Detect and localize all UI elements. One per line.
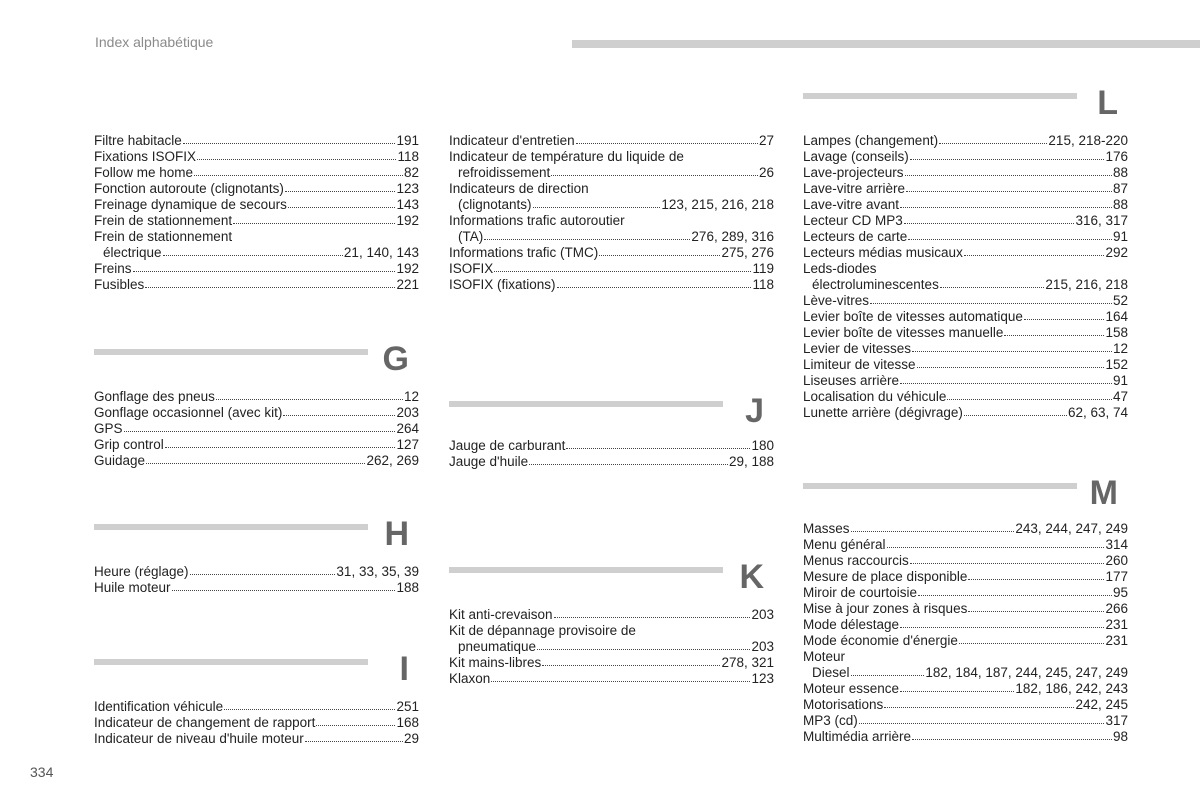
index-entry <box>803 341 1128 357</box>
dot-leader <box>599 251 720 256</box>
index-entry-pages: 176 <box>1105 149 1128 164</box>
index-entry-label: Grip control <box>94 437 164 452</box>
dot-leader <box>285 187 396 192</box>
index-entry-label: Lave-vitre avant <box>803 197 900 212</box>
index-entry-pages: 27 <box>758 133 774 148</box>
dot-leader <box>947 395 1112 400</box>
index-entry <box>449 607 774 623</box>
index-entry-label: Levier de vitesses <box>803 341 912 356</box>
index-entry-pages: 276, 289, 316 <box>691 229 774 244</box>
index-entry-pages: 251 <box>396 699 419 714</box>
index-entry-label: Jauge de carburant <box>449 438 566 453</box>
dot-leader <box>529 460 728 465</box>
dot-leader <box>576 139 758 144</box>
index-entry-label: Heure (réglage) <box>94 564 189 579</box>
dot-leader <box>884 703 1074 708</box>
index-entry-label: Lecteurs médias musicaux <box>803 245 963 260</box>
index-entry-list <box>803 521 1128 745</box>
index-entry <box>449 181 774 197</box>
index-entry <box>94 181 419 197</box>
index-entry <box>803 165 1128 181</box>
section-divider <box>94 524 368 530</box>
index-entry-pages: 127 <box>396 437 419 452</box>
dot-leader <box>940 283 1045 288</box>
index-entry <box>94 197 419 213</box>
index-entry-pages: 118 <box>752 277 774 292</box>
index-entry <box>94 213 419 229</box>
index-entry-pages: 316, 317 <box>1075 213 1128 228</box>
index-entry-label: Menu général <box>803 537 886 552</box>
index-entry-pages: 292 <box>1105 245 1128 260</box>
index-entry <box>94 421 419 437</box>
index-entry-label: ISOFIX (fixations) <box>449 277 556 292</box>
index-entry-pages: 52 <box>1112 293 1128 308</box>
section-letter: J <box>745 392 764 430</box>
index-entry <box>94 149 419 165</box>
index-entry-label: Huile moteur <box>94 580 171 595</box>
index-entry-pages: 87 <box>1112 181 1128 196</box>
index-entry <box>449 454 774 470</box>
dot-leader <box>146 459 365 464</box>
section-letter: H <box>384 515 409 553</box>
index-entry <box>94 437 419 453</box>
index-entry <box>803 293 1128 309</box>
index-entry-label: Limiteur de vitesse <box>803 357 916 372</box>
index-entry-pages: 188 <box>396 580 419 595</box>
index-entry <box>803 697 1128 713</box>
index-entry <box>94 731 419 747</box>
index-entry <box>94 453 419 469</box>
dot-leader <box>904 219 1075 224</box>
dot-leader <box>859 719 1105 724</box>
index-entry <box>449 639 774 655</box>
dot-leader <box>964 251 1105 256</box>
index-entry <box>803 537 1128 553</box>
index-entry <box>94 261 419 277</box>
index-entry-pages: 158 <box>1105 325 1128 340</box>
index-entry <box>803 197 1128 213</box>
index-entry-pages: 29, 188 <box>728 454 774 469</box>
section-letter: G <box>382 340 409 378</box>
index-entry-label: Filtre habitacle <box>94 133 182 148</box>
index-entry-pages: 192 <box>396 213 419 228</box>
index-entry <box>803 521 1128 537</box>
index-entry-label: refroidissement <box>458 165 551 180</box>
index-entry-label: Lecteurs de carte <box>803 229 908 244</box>
index-entry-label: Lecteur CD MP3 <box>803 213 903 228</box>
dot-leader <box>163 251 343 256</box>
index-entry-label: MP3 (cd) <box>803 713 858 728</box>
index-entry-label: Masses <box>803 521 850 536</box>
index-entry-label: Lève-vitres <box>803 293 870 308</box>
dot-leader <box>900 687 1014 692</box>
index-entry-pages: 119 <box>752 261 774 276</box>
dot-leader <box>905 171 1112 176</box>
index-entry-pages: 47 <box>1112 389 1128 404</box>
index-entry <box>449 229 774 245</box>
index-entry <box>803 617 1128 633</box>
dot-leader <box>851 671 925 676</box>
index-entry-pages: 231 <box>1105 617 1128 632</box>
dot-leader <box>910 559 1105 564</box>
index-entry-pages: 91 <box>1112 373 1128 388</box>
index-entry <box>94 165 419 181</box>
index-entry <box>803 181 1128 197</box>
index-entry <box>94 277 419 293</box>
index-entry <box>94 133 419 149</box>
index-entry-label: Indicateur de changement de rapport <box>94 715 316 730</box>
index-entry <box>803 149 1128 165</box>
index-entry-pages: 182, 186, 242, 243 <box>1015 681 1128 696</box>
index-entry-pages: 242, 245 <box>1075 697 1128 712</box>
index-entry-pages: 266 <box>1105 601 1128 616</box>
index-column-1 <box>94 0 419 800</box>
page-number: 334 <box>30 764 54 780</box>
index-entry-label: électrique <box>103 245 162 260</box>
dot-leader <box>224 705 395 710</box>
index-entry <box>449 165 774 181</box>
dot-leader <box>964 411 1067 416</box>
index-entry <box>803 357 1128 373</box>
dot-leader <box>197 155 396 160</box>
index-entry <box>449 197 774 213</box>
index-entry-pages: 82 <box>403 165 419 180</box>
dot-leader <box>283 411 395 416</box>
index-entry <box>803 325 1128 341</box>
index-entry <box>803 277 1128 293</box>
dot-leader <box>900 203 1112 208</box>
index-entry-label: Levier boîte de vitesses manuelle <box>803 325 1004 340</box>
index-entry-pages: 123 <box>751 671 774 686</box>
section-divider <box>449 567 723 573</box>
index-entry-pages: 21, 140, 143 <box>343 245 419 260</box>
index-entry <box>449 213 774 229</box>
index-entry <box>803 585 1128 601</box>
index-entry <box>94 715 419 731</box>
index-entry-pages: 275, 276 <box>721 245 774 260</box>
index-entry-label: Lave-vitre arrière <box>803 181 906 196</box>
index-entry-label: Moteur essence <box>803 681 900 696</box>
section-letter: L <box>1097 84 1118 122</box>
index-entry-label: Leds-diodes <box>803 261 877 276</box>
index-entry <box>803 133 1128 149</box>
index-entry-pages: 29 <box>403 731 419 746</box>
dot-leader <box>216 395 403 400</box>
index-entry <box>803 261 1128 277</box>
index-entry-label: (clignotants) <box>458 197 532 212</box>
index-entry <box>803 389 1128 405</box>
index-entry-label: Klaxon <box>449 671 491 686</box>
index-entry-label: pneumatique <box>458 639 537 654</box>
index-entry <box>803 713 1128 729</box>
index-entry-label: Kit anti-crevaison <box>449 607 553 622</box>
index-entry <box>449 655 774 671</box>
index-entry-pages: 191 <box>396 133 419 148</box>
index-entry-pages: 260 <box>1105 553 1128 568</box>
index-entry-label: Localisation du véhicule <box>803 389 947 404</box>
index-entry-pages: 152 <box>1105 357 1128 372</box>
index-entry-list <box>449 438 774 470</box>
index-entry-pages: 192 <box>396 261 419 276</box>
index-entry-label: Follow me home <box>94 165 194 180</box>
index-entry-pages: 98 <box>1112 729 1128 744</box>
index-entry-label: Kit mains-libres <box>449 655 542 670</box>
dot-leader <box>542 661 720 666</box>
index-entry <box>803 245 1128 261</box>
index-entry-pages: 180 <box>751 438 774 453</box>
index-entry-label: Mode économie d'énergie <box>803 633 958 648</box>
index-entry-pages: 12 <box>403 389 419 404</box>
dot-leader <box>917 363 1105 368</box>
dot-leader <box>233 219 395 224</box>
index-entry-label: électroluminescentes <box>812 277 939 292</box>
index-entry-label: Mise à jour zones à risques <box>803 601 968 616</box>
index-entry-pages: 164 <box>1105 309 1128 324</box>
dot-leader <box>537 645 750 650</box>
dot-leader <box>316 721 395 726</box>
dot-leader <box>172 586 396 591</box>
index-entry <box>449 623 774 639</box>
dot-leader <box>906 187 1112 192</box>
dot-leader <box>900 379 1112 384</box>
index-entry-label: Indicateur de température du liquide de <box>449 149 684 164</box>
dot-leader <box>288 203 396 208</box>
index-entry-label: Levier boîte de vitesses automatique <box>803 309 1023 324</box>
dot-leader <box>968 575 1104 580</box>
index-entry-label: Jauge d'huile <box>449 454 529 469</box>
dot-leader <box>165 443 396 448</box>
index-entry-label: Gonflage des pneus <box>94 389 215 404</box>
index-entry <box>94 564 419 580</box>
index-entry <box>94 405 419 421</box>
dot-leader <box>939 139 1047 144</box>
index-entry-pages: 182, 184, 187, 244, 245, 247, 249 <box>925 665 1128 680</box>
section-letter: K <box>739 558 764 596</box>
dot-leader <box>1024 315 1105 320</box>
index-column-3 <box>803 0 1128 800</box>
index-entry-label: Fixations ISOFIX <box>94 149 197 164</box>
dot-leader <box>887 543 1105 548</box>
dot-leader <box>918 591 1112 596</box>
index-entry-pages: 317 <box>1105 713 1128 728</box>
index-entry-pages: 231 <box>1105 633 1128 648</box>
index-entry-pages: 62, 63, 74 <box>1067 405 1128 420</box>
index-entry-pages: 88 <box>1112 165 1128 180</box>
index-entry-pages: 118 <box>397 149 419 164</box>
dot-leader <box>566 444 750 449</box>
index-entry-label: Indicateurs de direction <box>449 181 589 196</box>
dot-leader <box>968 607 1104 612</box>
index-entry-label: Lunette arrière (dégivrage) <box>803 405 963 420</box>
index-entry-label: Identification véhicule <box>94 699 224 714</box>
dot-leader <box>305 737 403 742</box>
index-entry-label: GPS <box>94 421 123 436</box>
index-entry <box>449 261 774 277</box>
index-entry-label: Lampes (changement) <box>803 133 939 148</box>
index-entry-pages: 91 <box>1112 229 1128 244</box>
index-entry <box>803 601 1128 617</box>
dot-leader <box>133 267 396 272</box>
index-entry <box>449 671 774 687</box>
index-entry-label: Lave-projecteurs <box>803 165 904 180</box>
dot-leader <box>194 171 403 176</box>
index-entry-label: Freinage dynamique de secours <box>94 197 287 212</box>
index-entry-pages: 95 <box>1112 585 1128 600</box>
index-entry-pages: 88 <box>1112 197 1128 212</box>
index-entry <box>94 245 419 261</box>
index-entry-list <box>449 133 774 293</box>
index-entry-pages: 264 <box>396 421 419 436</box>
index-entry-list <box>94 699 419 747</box>
index-entry-label: Fusibles <box>94 277 145 292</box>
index-entry-label: (TA) <box>458 229 484 244</box>
index-entry-list <box>94 389 419 469</box>
index-entry-pages: 215, 218-220 <box>1048 133 1128 148</box>
index-entry-label: Motorisations <box>803 697 884 712</box>
index-entry-pages: 278, 321 <box>721 655 774 670</box>
index-entry-pages: 243, 244, 247, 249 <box>1015 521 1128 536</box>
index-entry <box>449 133 774 149</box>
section-divider <box>94 659 368 665</box>
index-entry <box>803 665 1128 681</box>
dot-leader <box>870 299 1112 304</box>
index-entry <box>449 149 774 165</box>
index-entry-label: ISOFIX <box>449 261 494 276</box>
index-entry-pages: 203 <box>751 639 774 654</box>
index-entry <box>803 373 1128 389</box>
index-entry <box>803 633 1128 649</box>
index-entry <box>449 277 774 293</box>
index-entry-pages: 26 <box>758 165 774 180</box>
index-entry-pages: 215, 216, 218 <box>1045 277 1128 292</box>
index-entry-pages: 203 <box>751 607 774 622</box>
dot-leader <box>145 283 395 288</box>
index-entry <box>803 309 1128 325</box>
index-entry-pages: 168 <box>396 715 419 730</box>
section-letter: I <box>399 650 409 688</box>
index-entry-label: Freins <box>94 261 132 276</box>
index-entry <box>803 649 1128 665</box>
index-entry <box>803 553 1128 569</box>
index-entry-list <box>94 133 419 293</box>
index-entry-label: Gonflage occasionnel (avec kit) <box>94 405 283 420</box>
index-entry <box>803 729 1128 745</box>
index-entry-label: Miroir de courtoisie <box>803 585 918 600</box>
index-entry-list <box>803 133 1128 421</box>
index-entry <box>449 438 774 454</box>
index-entry <box>803 569 1128 585</box>
index-entry-label: Fonction autoroute (clignotants) <box>94 181 284 196</box>
dot-leader <box>554 613 751 618</box>
index-entry-label: Kit de dépannage provisoire de <box>449 623 636 638</box>
index-entry-label: Mesure de place disponible <box>803 569 968 584</box>
dot-leader <box>908 235 1112 240</box>
dot-leader <box>124 427 396 432</box>
index-entry-pages: 123, 215, 216, 218 <box>661 197 774 212</box>
dot-leader <box>484 235 690 240</box>
page-header-title: Index alphabétique <box>95 34 214 50</box>
index-entry-label: Lavage (conseils) <box>803 149 909 164</box>
dot-leader <box>900 623 1104 628</box>
section-letter: M <box>1089 474 1118 512</box>
index-entry-list <box>449 607 774 687</box>
index-entry-label: Menus raccourcis <box>803 553 909 568</box>
dot-leader <box>494 267 751 272</box>
section-divider <box>449 401 723 407</box>
index-entry <box>803 681 1128 697</box>
index-entry-pages: 123 <box>396 181 419 196</box>
index-entry-pages: 177 <box>1105 569 1128 584</box>
index-entry-pages: 203 <box>396 405 419 420</box>
index-entry-label: Multimédia arrière <box>803 729 912 744</box>
dot-leader <box>912 735 1112 740</box>
index-entry <box>94 389 419 405</box>
dot-leader <box>183 139 396 144</box>
index-entry-label: Guidage <box>94 453 146 468</box>
index-entry-pages: 314 <box>1105 537 1128 552</box>
section-divider <box>94 349 368 355</box>
dot-leader <box>1004 331 1104 336</box>
dot-leader <box>190 570 336 575</box>
index-entry-label: Diesel <box>812 665 850 680</box>
index-entry-label: Mode délestage <box>803 617 900 632</box>
index-entry <box>94 699 419 715</box>
index-entry <box>94 229 419 245</box>
index-entry-label: Indicateur de niveau d'huile moteur <box>94 731 304 746</box>
index-entry-label: Informations trafic autoroutier <box>449 213 625 228</box>
index-entry-pages: 143 <box>396 197 419 212</box>
index-entry-label: Indicateur d'entretien <box>449 133 575 148</box>
index-entry <box>803 405 1128 421</box>
dot-leader <box>533 203 661 208</box>
index-column-2 <box>449 0 774 800</box>
index-entry-pages: 221 <box>396 277 419 292</box>
dot-leader <box>910 155 1105 160</box>
index-entry-label: Liseuses arrière <box>803 373 900 388</box>
section-divider <box>803 483 1077 489</box>
index-entry-pages: 31, 33, 35, 39 <box>336 564 419 579</box>
dot-leader <box>851 527 1015 532</box>
index-entry-label: Moteur <box>803 649 846 664</box>
index-entry <box>803 213 1128 229</box>
index-entry-label: Informations trafic (TMC) <box>449 245 599 260</box>
index-entry-pages: 12 <box>1112 341 1128 356</box>
index-entry-list <box>94 564 419 596</box>
index-entry <box>449 245 774 261</box>
dot-leader <box>557 283 752 288</box>
index-entry-pages: 262, 269 <box>366 453 419 468</box>
dot-leader <box>959 639 1105 644</box>
section-divider <box>803 93 1077 99</box>
index-entry-label: Frein de stationnement <box>94 229 233 244</box>
index-entry-label: Frein de stationnement <box>94 213 233 228</box>
dot-leader <box>491 677 750 682</box>
dot-leader <box>912 347 1112 352</box>
index-entry <box>94 580 419 596</box>
index-entry <box>803 229 1128 245</box>
dot-leader <box>551 171 758 176</box>
